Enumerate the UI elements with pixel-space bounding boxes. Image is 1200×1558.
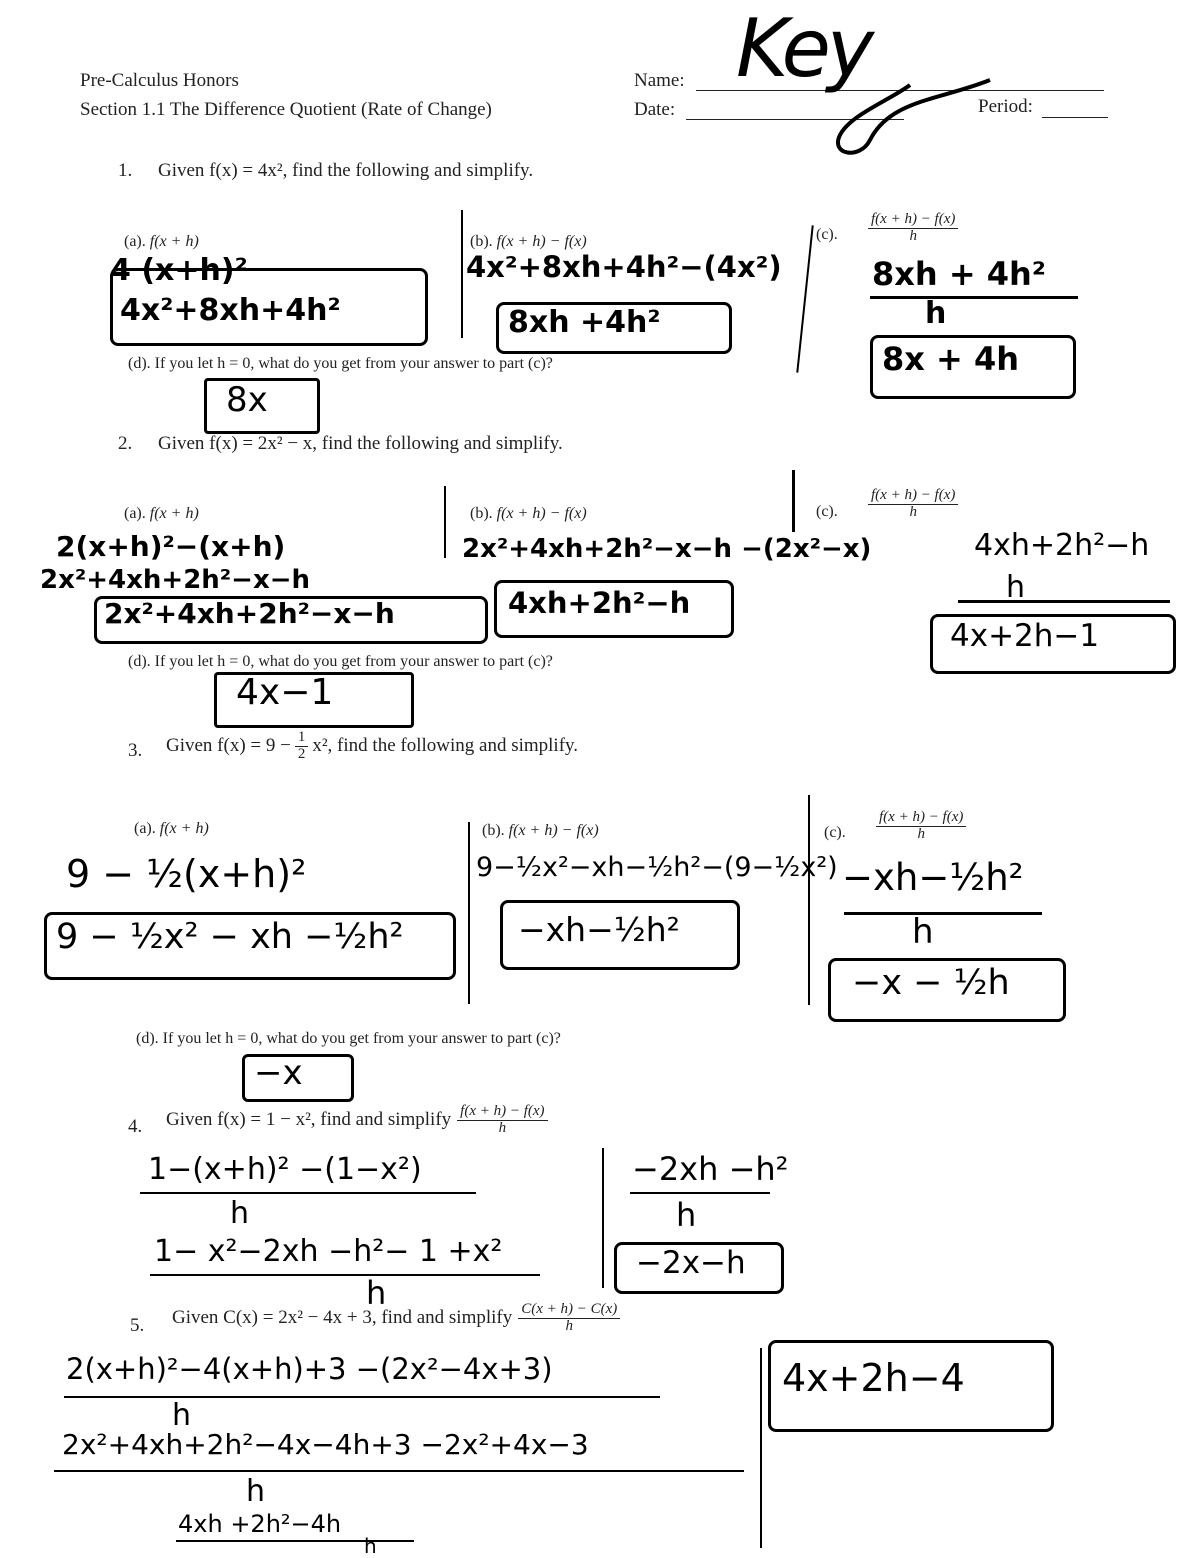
p1-b-label [470,233,587,251]
p1-a-label [124,233,199,251]
p1-c-den: h [925,296,947,331]
p2-b-tag: (b). [470,505,493,522]
p2-c-prompt-den: h [909,503,917,520]
p1-b-work: 4x²+8xh+4h²−(4x²) [466,250,782,284]
problem-4-prompt [166,1104,548,1137]
signature-flourish [820,40,1010,160]
p2-c-answer: 4x+2h−1 [950,618,1100,654]
p3-c-tag: (c). [824,824,846,841]
p5-prompt-frac-num: C(x + h) − C(x) [521,1301,618,1317]
p3-prompt-pre: Given f(x) = 9 − [166,735,291,757]
p2-c-num: 4xh+2h²−h [974,528,1150,563]
p5-work-num1: 2(x+h)²−4(x+h)+3 −(2x²−4x+3) [66,1352,553,1386]
p4-prompt-frac-den: h [498,1119,507,1136]
problem-5-number: 5. [130,1315,145,1336]
p3-b-tag: (b). [482,822,505,839]
p1-d-prompt: (d). If you let h = 0, what do you get from your answer to part (c)? [128,355,553,372]
name-label: Name: [634,70,685,91]
p1-b-answer: 8xh +4h² [508,305,661,340]
p2-d-prompt: (d). If you let h = 0, what do you get from your answer to part (c)? [128,653,553,670]
p1-c-prompt-frac [868,212,958,245]
p1-c-num: 8xh + 4h² [872,255,1046,293]
section-title: Section 1.1 The Difference Quotient (Rate of Change) [80,99,492,120]
p5-answer: 4x+2h−4 [782,1356,965,1400]
p5-work-bar2 [54,1470,744,1472]
period-line [1042,117,1108,118]
p2-c-tag: (c). [816,503,838,520]
p2-a-answer: 2x²+4xh+2h²−x−h [104,597,395,630]
p3-b-label [482,822,599,840]
p2-b-expr: f(x + h) − f(x) [496,505,587,522]
p4-prompt-text: Given f(x) = 1 − x², find and simplify [166,1109,452,1131]
p3-divider-1 [468,822,470,1004]
problem-3-number: 3. [128,740,143,761]
p2-a-expr: f(x + h) [149,505,199,522]
p2-a-work2: 2x²+4xh+2h²−x−h [40,565,311,595]
p2-d-answer: 4x−1 [236,672,334,713]
p4-side-bar [630,1192,770,1194]
p3-b-answer: −xh−½h² [518,910,680,949]
p4-work-den2: h [366,1274,387,1312]
p2-a-work1: 2(x+h)²−(x+h) [56,530,286,563]
p1-divider-2 [796,225,813,372]
p1-b-expr: f(x + h) − f(x) [496,233,587,250]
p1-a-tag: (a). [124,233,146,250]
p5-work-den1: h [172,1398,192,1433]
p1-divider-1 [461,210,463,338]
p3-b-work: 9−½x²−xh−½h²−(9−½x²) [476,852,838,883]
date-label: Date: [634,99,676,120]
key-signature: Key [736,2,871,95]
p5-work-num2: 2x²+4xh+2h²−4x−4h+3 −2x²+4x−3 [62,1428,589,1461]
p1-a-expr: f(x + h) [149,233,199,250]
p3-a-answer: 9 − ½x² − xh −½h² [56,917,404,957]
p3-prompt-frac-den: 2 [297,745,306,762]
p2-c-fraction-bar [958,600,1170,603]
p5-work-num3: 4xh +2h²−4h [178,1510,342,1538]
p2-c-prompt-num: f(x + h) − f(x) [871,487,956,503]
p3-divider-2 [808,795,810,1005]
problem-1-number: 1. [118,160,133,181]
p3-a-expr: f(x + h) [159,820,209,837]
p1-c-prompt-den: h [909,227,917,244]
p2-a-tag: (a). [124,505,146,522]
p1-a-work: 4 (x+h)² [110,253,248,288]
p3-prompt-post: x², find the following and simplify. [312,735,579,757]
p4-side-den: h [676,1196,697,1234]
p1-d-answer: 8x [226,380,268,420]
p1-c-tag: (c). [816,226,838,243]
p2-c-label [816,503,838,521]
p3-d-prompt: (d). If you let h = 0, what do you get from your answer to part (c)? [136,1030,561,1047]
p2-c-den: h [1006,570,1026,605]
p5-work-bar1 [64,1396,660,1398]
p3-b-expr: f(x + h) − f(x) [508,822,599,839]
p2-c-prompt-frac [868,488,958,521]
p4-work-num1: 1−(x+h)² −(1−x²) [148,1152,422,1187]
p1-c-answer: 8x + 4h [882,340,1020,378]
p4-work-bar1 [140,1192,476,1194]
problem-4-number: 4. [128,1116,143,1137]
problem-3-prompt [166,730,578,763]
p2-b-label [470,505,587,523]
p4-answer: −2x−h [636,1245,746,1281]
p2-b-answer: 4xh+2h²−h [508,586,691,620]
p3-c-prompt-num: f(x + h) − f(x) [879,809,964,825]
p1-c-prompt-num: f(x + h) − f(x) [871,211,956,227]
problem-1-prompt: Given f(x) = 4x², find the following and simplify. [158,160,534,181]
p3-c-num: −xh−½h² [842,856,1024,899]
p5-prompt-frac-den: h [565,1317,574,1334]
p1-a-answer: 4x²+8xh+4h² [120,293,341,328]
p3-c-den: h [912,912,934,952]
problem-5-prompt [172,1302,620,1335]
p3-a-label [134,820,209,838]
p5-prompt-text: Given C(x) = 2x² − 4x + 3, find and simplify [172,1307,513,1329]
problem-2-number: 2. [118,433,133,454]
p3-d-answer: −x [254,1053,303,1093]
problem-2-prompt: Given f(x) = 2x² − x, find the following and simplify. [158,433,563,454]
p1-b-tag: (b). [470,233,493,250]
p4-work-num2: 1− x²−2xh −h²− 1 +x² [154,1234,503,1269]
p4-work-bar2 [150,1274,540,1276]
p2-a-label [124,505,199,523]
p4-side-num: −2xh −h² [632,1150,789,1188]
p3-a-work: 9 − ½(x+h)² [66,852,307,896]
p2-divider-2 [792,470,795,532]
p3-a-tag: (a). [134,820,156,837]
p4-prompt-frac-num: f(x + h) − f(x) [460,1103,545,1119]
course-title: Pre-Calculus Honors [80,70,239,91]
p5-work-bar3 [176,1540,414,1542]
p2-b-work: 2x²+4xh+2h²−x−h −(2x²−x) [462,534,872,564]
p1-c-label [816,226,838,244]
p5-work-den3: h [364,1534,377,1558]
p3-c-answer: −x − ½h [852,963,1010,1003]
p3-c-fraction-bar [844,912,1042,915]
p4-work-den1: h [230,1196,250,1231]
p3-c-label [824,824,846,842]
p4-divider [602,1148,604,1288]
period-label: Period: [978,96,1033,117]
p5-work-den2: h [246,1474,266,1509]
p3-c-prompt-den: h [917,825,925,842]
p3-prompt-frac-num: 1 [295,730,309,747]
p2-divider-1 [444,486,446,558]
p1-c-fraction-bar [870,296,1078,299]
p3-c-prompt-frac [876,810,966,843]
p5-divider [760,1348,762,1548]
